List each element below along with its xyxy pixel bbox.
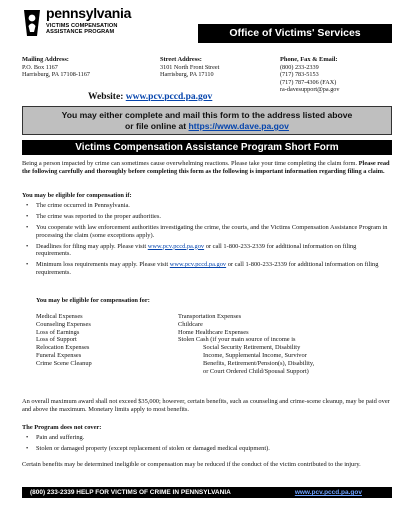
list-item: • Deadlines for filing may apply. Please visit www.pcv.pccd.pa.gov or call 1-800-233-2339 for additional information on filing requirements.: [26, 242, 357, 258]
list-item: Crime Scene Cleanup: [36, 359, 92, 367]
street-line1: 3101 North Front Street: [160, 63, 220, 71]
deadline-link[interactable]: www.pcv.pccd.pa.gov: [147, 242, 205, 250]
contact-email: ra-davesupport@pa.gov: [280, 86, 340, 94]
keystone-icon: [22, 8, 42, 38]
logo-name: pennsylvania: [46, 5, 132, 21]
form-title: Victims Compensation Assistance Program Short Form: [22, 140, 392, 155]
list-item-text: Stolen or damaged property (except replacement of stolen or damaged medical equipment).: [36, 444, 270, 452]
mailing-label: Mailing Address:: [22, 56, 69, 63]
minloss-link[interactable]: www.pcv.pccd.pa.gov: [169, 261, 227, 269]
not-cover-section: [22, 424, 390, 456]
notice-line2: [23, 121, 391, 132]
logo-program: [46, 23, 118, 35]
mailing-line1: P.O. Box 1167: [22, 63, 58, 71]
list-item: Childcare: [178, 320, 203, 328]
footer-help: (800) 233-2339 HELP FOR VICTIMS OF CRIME IN PENNSYLVANIA: [30, 489, 231, 496]
list-item: • The crime was reported to the proper authorities.: [26, 212, 161, 220]
intro-paragraph: [22, 160, 390, 176]
list-item: Social Security Retirement, Disability: [203, 344, 301, 352]
deadline-post: or call 1-800-233-2339 for additional information on filing requirements.: [36, 242, 357, 258]
list-item: Counseling Expenses: [36, 320, 91, 328]
list-item-text: Pain and suffering.: [36, 433, 85, 441]
eligible-for-heading: [36, 297, 150, 305]
list-item: Transportation Expenses: [178, 313, 242, 320]
stolen-cash-details: [178, 344, 388, 375]
list-item: • Stolen or damaged property (except replacement of stolen or damaged medical equipment).: [26, 444, 270, 452]
street-line2: Harrisburg, PA 17110: [160, 71, 214, 79]
list-item: Relocation Expenses: [36, 344, 90, 352]
list-item: Loss of Support: [36, 336, 77, 344]
notice-prefix: or file online at: [125, 121, 189, 131]
list-item: Income, Supplemental Income, Survivor: [203, 351, 307, 359]
website-link[interactable]: www.pcv.pccd.pa.gov: [125, 92, 213, 102]
eligible-if-section: [22, 192, 390, 280]
not-cover-list: [22, 434, 390, 453]
eligible-if-list: [22, 202, 390, 277]
street-address: [160, 56, 219, 79]
contact-phone: (800) 233-2339: [280, 63, 319, 71]
footer-bar: [22, 487, 392, 498]
list-item: • The crime occurred in Pennsylvania.: [26, 201, 130, 209]
reduction-paragraph: Certain benefits may be determined ineligible or compensation may be reduced if the conduct of the victim contributed to the injury.: [22, 461, 361, 468]
expense-list-right: [178, 313, 388, 375]
list-item: Stolen Cash (if your main source of income is: [178, 336, 296, 344]
contact-fax: (717) 787-4306 (FAX): [280, 78, 337, 86]
pennsylvania-logo: [22, 6, 142, 50]
list-item: Loss of Earnings: [36, 328, 80, 336]
list-item-text: The crime was reported to the proper authorities.: [36, 212, 161, 220]
logo-sub2: ASSISTANCE PROGRAM: [46, 29, 115, 35]
deadline-pre: Deadlines for filing may apply. Please visit: [36, 242, 148, 250]
list-item: • Pain and suffering.: [26, 433, 85, 441]
minloss-pre: Minimum loss requirements may apply. Please visit: [36, 261, 170, 269]
list-item: Medical Expenses: [36, 313, 83, 320]
office-title: Office of Victims' Services: [198, 24, 392, 43]
filing-notice: [22, 106, 392, 135]
intro-bold: Please read the following carefully and thoroughly before completing this form as the following is important information regarding filing a claim.: [22, 160, 390, 175]
max-award-paragraph: An overall maximum award shall not exceed $35,000; however, certain benefits, such as counseling and crime-scene cleanup, may be paid over and above the maximum. Monetary limits apply to most benefits.: [22, 398, 390, 413]
contact-phone2: (717) 783-5153: [280, 71, 319, 79]
intro-text: Being a person impacted by crime can sometimes cause overwhelming reactions. Please take your time completing the claim form.: [22, 160, 359, 167]
eligible-for-heading-text: You may be eligible for compensation for:: [36, 297, 150, 304]
expense-list-left: [36, 313, 166, 368]
mailing-address: [22, 56, 90, 79]
eligible-if-heading: You may be eligible for compensation if:: [22, 192, 132, 199]
contact-info: [280, 56, 339, 94]
minloss-post: or call 1-800-233-2339 for additional information on filing requirements.: [36, 261, 379, 277]
list-item-text: You cooperate with law enforcement authorities investigating the crime, the courts, and the Victims Compensation Assistance Program in processing the claim (some exceptions apply).: [36, 223, 388, 239]
website-line: [88, 92, 212, 102]
street-label: Street Address:: [160, 56, 202, 63]
contact-label: Phone, Fax & Email:: [280, 56, 338, 63]
website-label: Website:: [88, 92, 124, 102]
notice-line1: You may either complete and mail this form to the address listed above: [61, 110, 353, 120]
list-item: or Court Ordered Child/Spousal Support): [203, 367, 309, 375]
logo-sub1: VICTIMS COMPENSATION: [46, 23, 118, 29]
dave-link[interactable]: https://www.dave.pa.gov: [188, 121, 289, 131]
list-item: • Minimum loss requirements may apply. Please visit www.pcv.pccd.pa.gov or call 1-800-233-2339 for additional information on filing requirements.: [26, 261, 379, 277]
footer-website-link[interactable]: www.pcv.pccd.pa.gov: [294, 489, 362, 496]
list-item-text: The crime occurred in Pennsylvania.: [36, 201, 130, 209]
list-item: Benefits, Retirement/Pension(s), Disability,: [203, 359, 315, 367]
list-item: • You cooperate with law enforcement authorities investigating the crime, the courts, and the Victims Compensation Assistance Program in processing the claim (some exceptions apply).: [26, 223, 388, 239]
list-item: Funeral Expenses: [36, 351, 82, 359]
mailing-line2: Harrisburg, PA 17108-1167: [22, 71, 91, 79]
list-item: Home Healthcare Expenses: [178, 328, 249, 336]
not-cover-heading: The Program does not cover:: [22, 424, 102, 431]
